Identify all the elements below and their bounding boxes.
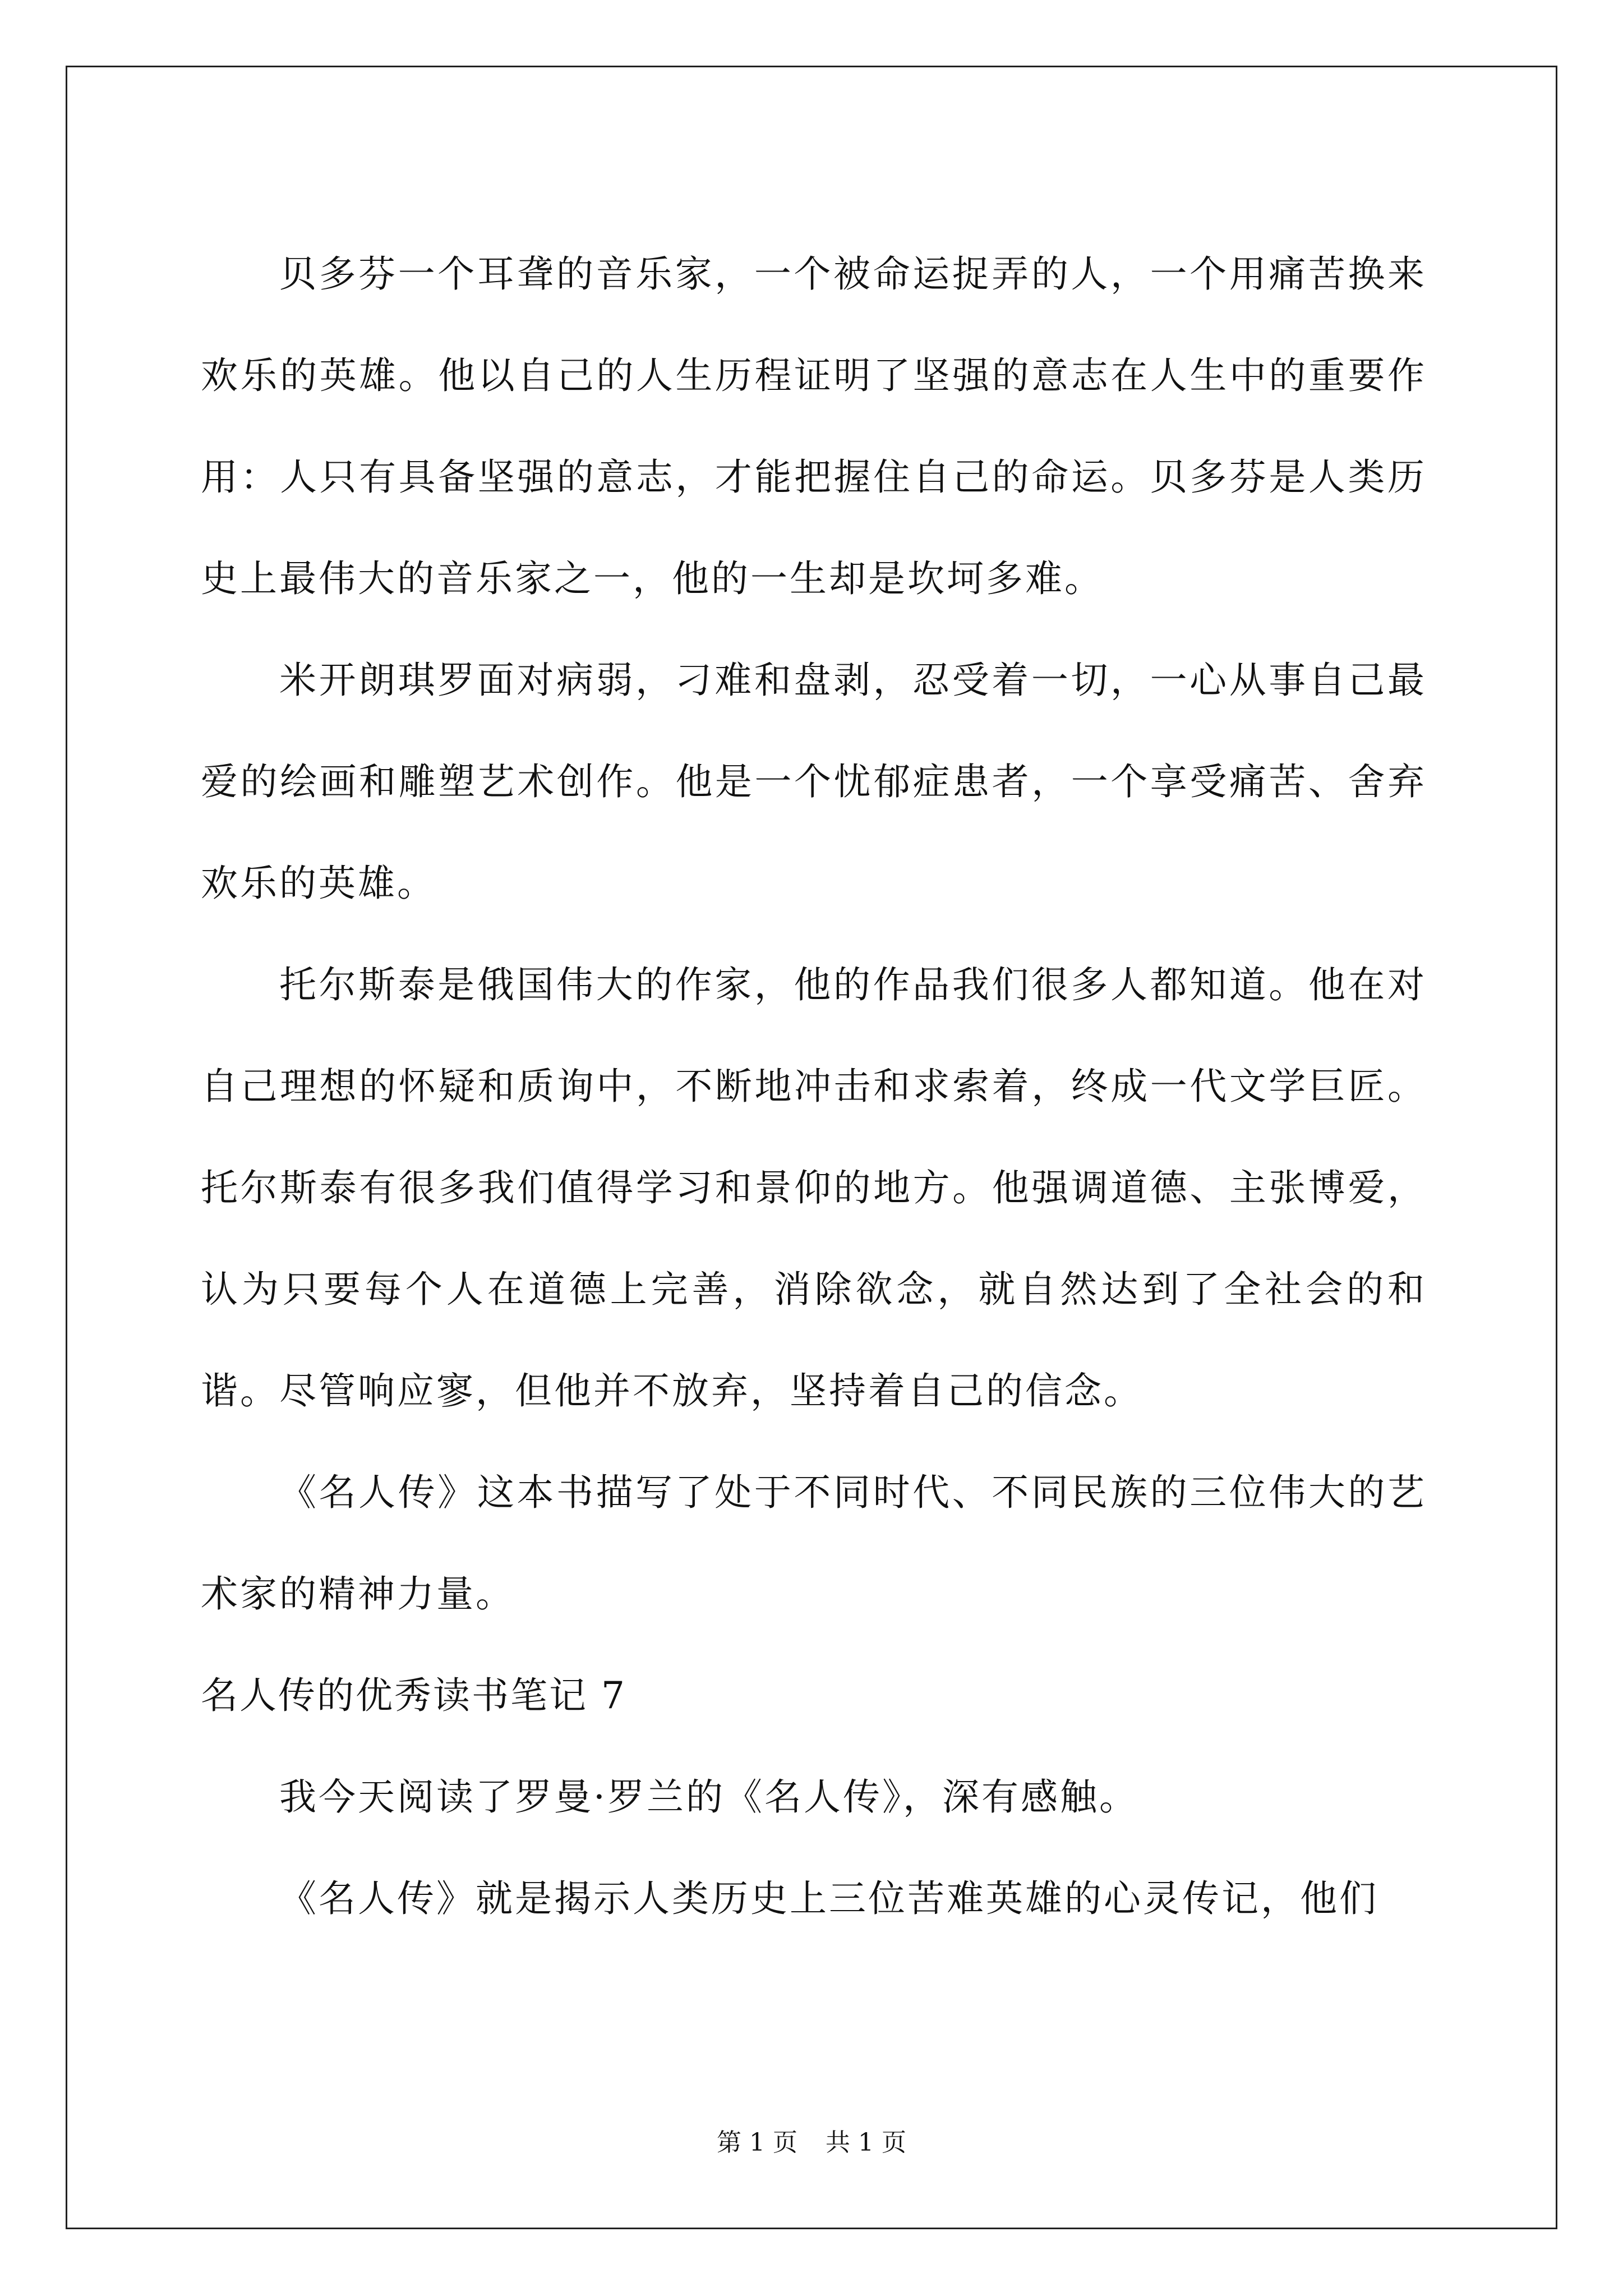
page-footer bbox=[0, 2126, 1623, 2160]
page-number: 第 1 页 bbox=[717, 2128, 797, 2157]
paragraph-michelangelo: 米开朗琪罗面对病弱，刁难和盘剥，忍受着一切，一心从事自己最爱的绘画和雕塑艺术创作。他是一个忧郁症患者，一个享受痛苦、舍弃欢乐的英雄。 bbox=[201, 659, 1427, 905]
paragraph-summary: 《名人传》这本书描写了处于不同时代、不同民族的三位伟大的艺术家的精神力量。 bbox=[201, 1471, 1427, 1616]
paragraph-continued: 《名人传》就是揭示人类历史上三位苦难英雄的心灵传记，他们 bbox=[279, 1877, 1378, 1920]
paragraph-tolstoy: 托尔斯泰是俄国伟大的作家，他的作品我们很多人都知道。他在对自己理想的怀疑和质询中，不断地冲击和求索着，终成一代文学巨匠。托尔斯泰有很多我们值得学习和景仰的地方。他强调道德、主张博爱，认为只要每个人在道德上完善，消除欲念，就自然达到了全社会的和谐。尽管响应寥，但他并不放弃，坚持着自己的信念。 bbox=[201, 963, 1427, 1412]
paragraph-beethoven: 贝多芬一个耳聋的音乐家，一个被命运捉弄的人，一个用痛苦换来欢乐的英雄。他以自己的人生历程证明了坚强的意志在人生中的重要作用：人只有具备坚强的意志，才能把握住自己的命运。贝多芬是人类历史上最伟大的音乐家之一，他的一生却是坎坷多难。 bbox=[201, 252, 1427, 600]
page-total: 共 1 页 bbox=[826, 2128, 906, 2157]
section-heading: 名人传的优秀读书笔记 7 bbox=[201, 1674, 626, 1717]
paragraph-intro: 我今天阅读了罗曼·罗兰的《名人传》，深有感触。 bbox=[279, 1775, 1138, 1819]
document-body bbox=[201, 223, 1427, 1949]
